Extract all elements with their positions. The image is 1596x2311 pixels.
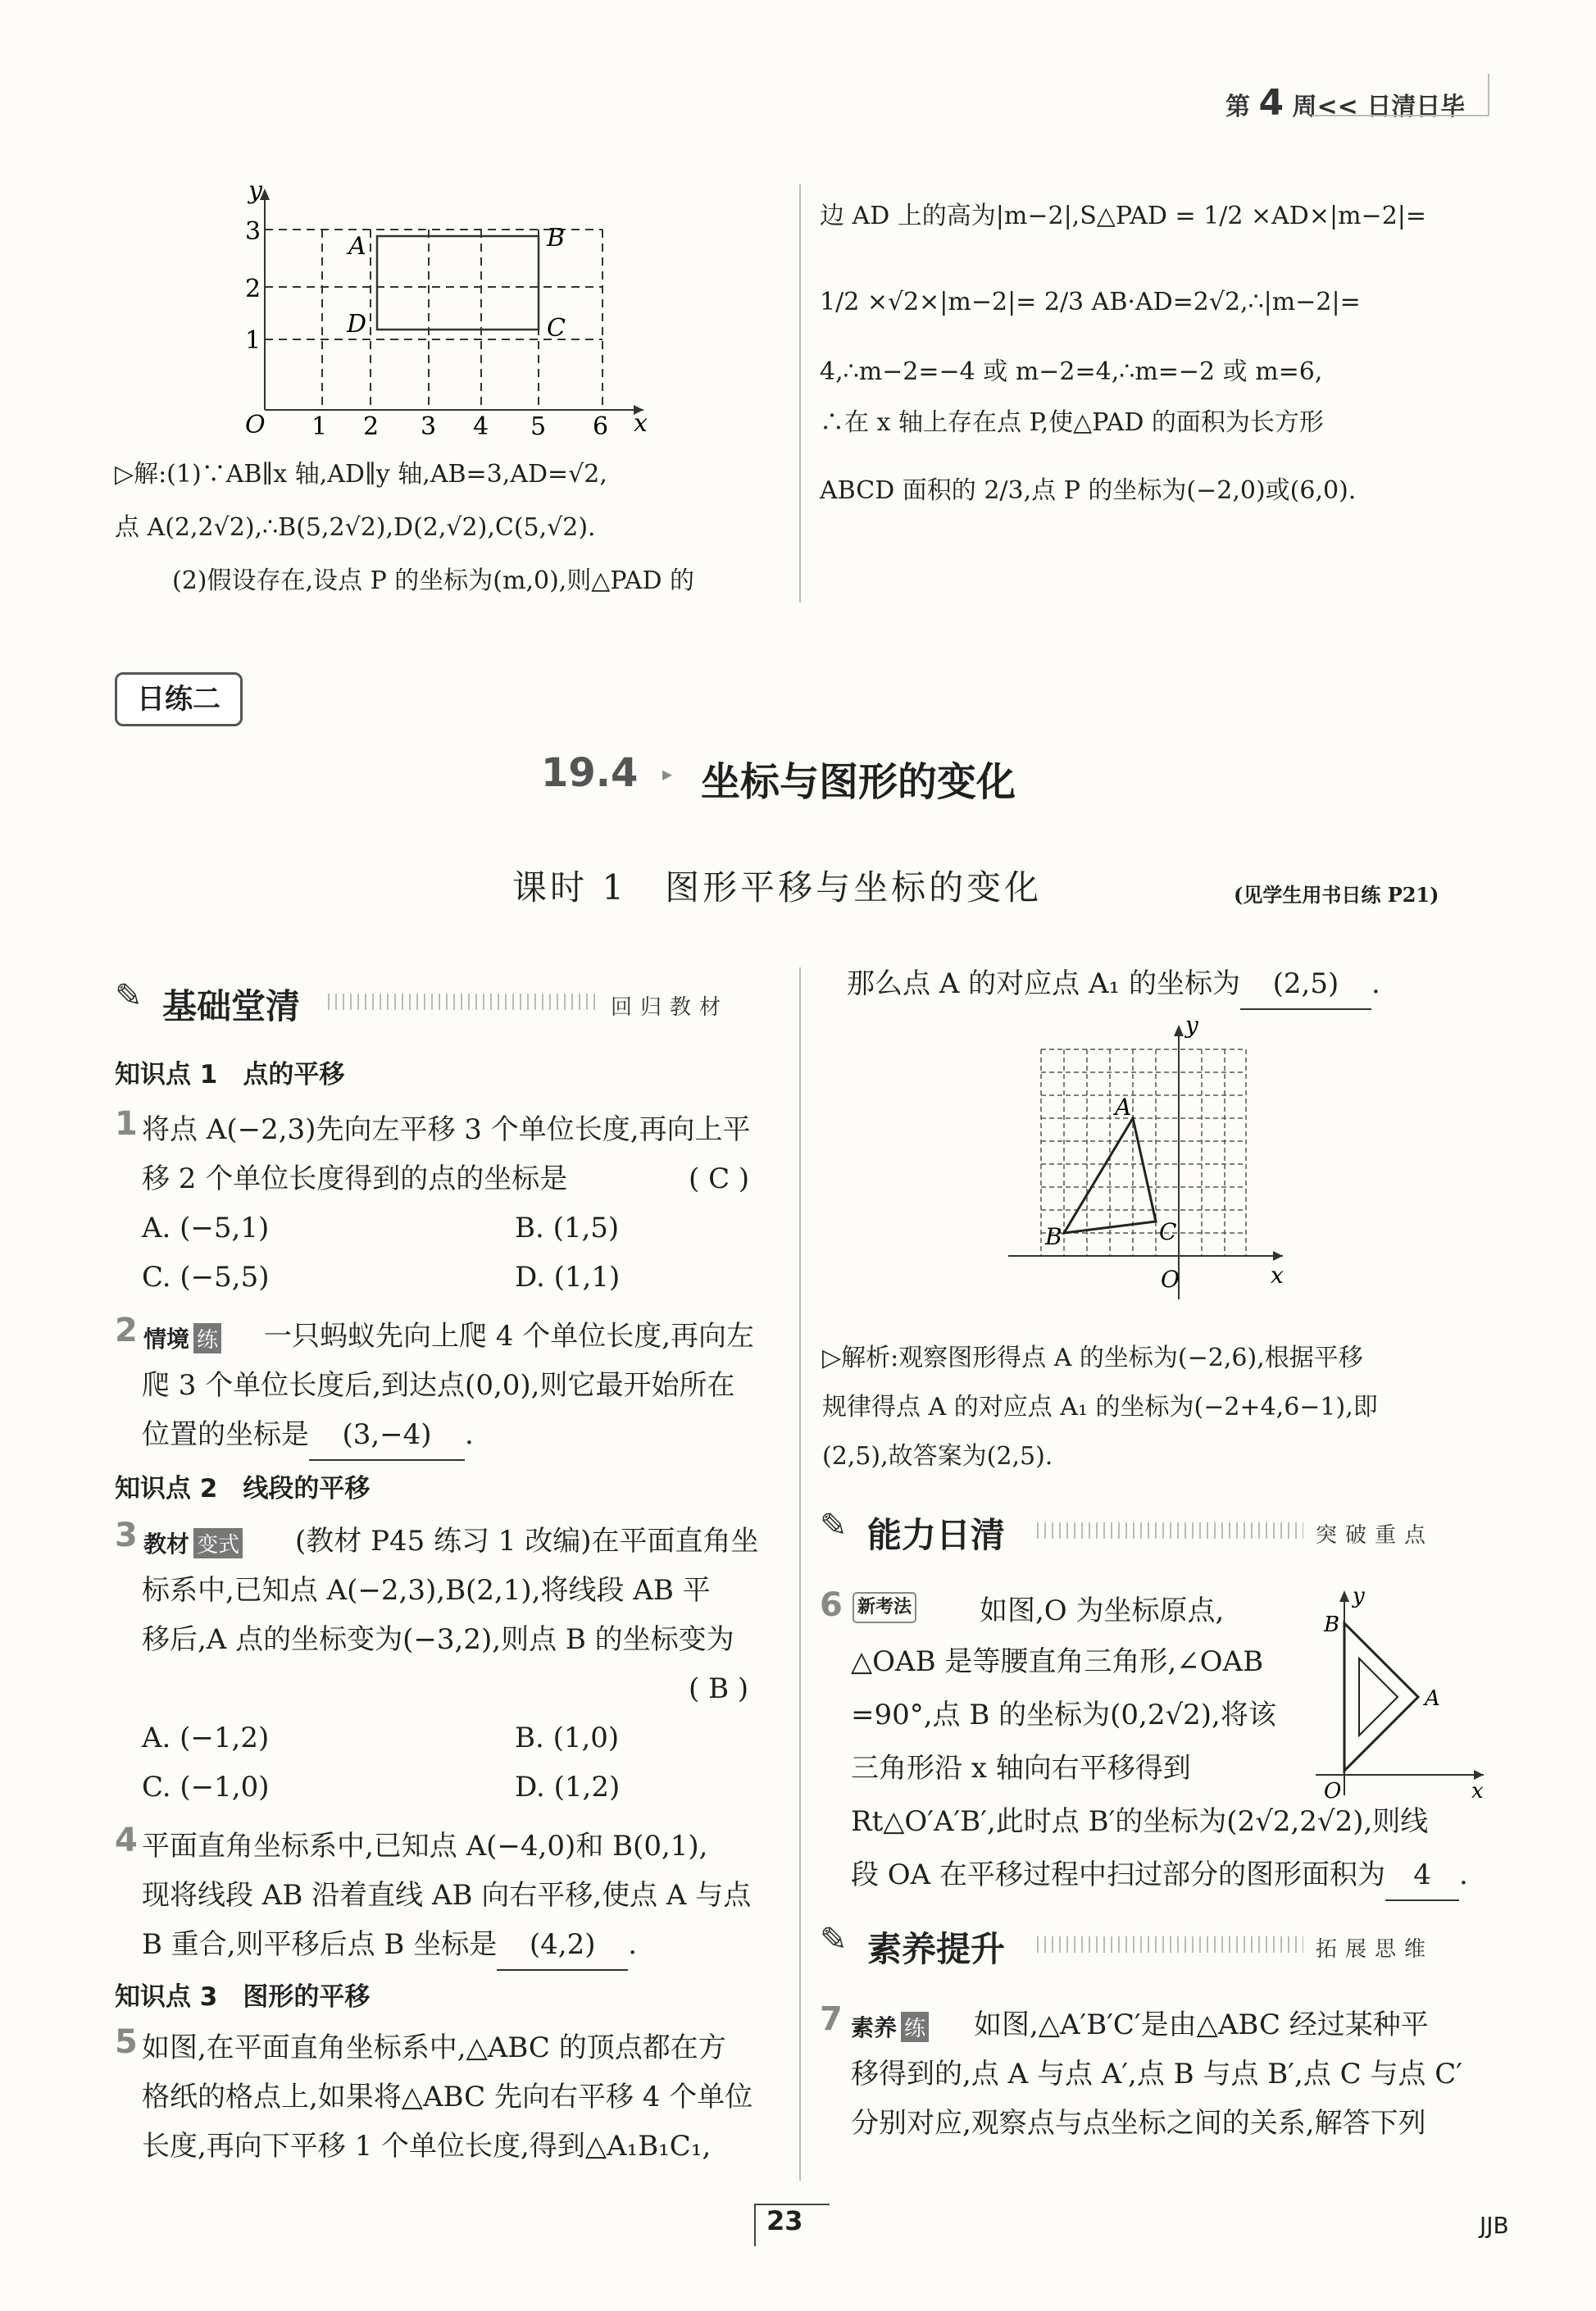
q1-answer: ( C ): [689, 1162, 750, 1195]
grid-point-c: C: [1159, 1218, 1177, 1245]
grid-x-label: x: [1271, 1262, 1284, 1289]
grid-y-label: y: [1185, 1017, 1198, 1039]
solution-right-line-3: 4,∴m−2=−4 或 m−2=4,∴m=−2 或 m=6,: [820, 357, 1323, 386]
solution-right-line-1: 边 AD 上的高为|m−2|,S△PAD = 1/2 ×AD×|m−2|=: [820, 202, 1427, 230]
isosceles-triangle-graph: [1312, 1586, 1492, 1808]
q3-tag-box: 变式: [193, 1528, 243, 1558]
q3-option-a: A. (−1,2): [142, 1722, 270, 1754]
q7-tag: [851, 2010, 929, 2043]
solution-line-3: (2)假设存在,设点 P 的坐标为(m,0),则△PAD 的: [172, 566, 695, 595]
q3-line-2: 标系中,已知点 A(−2,3),B(2,1),将线段 AB 平: [142, 1574, 711, 1607]
q6-line-1: 如图,O 为坐标原点,: [980, 1594, 1225, 1627]
tri-x-label: x: [1471, 1779, 1484, 1804]
x-tick: 2: [363, 412, 380, 441]
q5-line-3: 长度,再向下平移 1 个单位长度,得到△A₁B₁C₁,: [142, 2130, 712, 2163]
q3-tag: [143, 1526, 243, 1559]
header-week-number: 4: [1258, 82, 1285, 124]
q5-line-2: 格纸的格点上,如果将△ABC 先向右平移 4 个单位: [142, 2081, 753, 2113]
header-bracket: [1312, 74, 1489, 116]
y-tick: 3: [245, 217, 261, 246]
graph-point-a: A: [348, 232, 366, 261]
pen-icon: ✎: [115, 977, 143, 1015]
q6-tag: 新考法: [853, 1592, 916, 1623]
q2-line-1: 一只蚂蚁先向上爬 4 个单位长度,再向左: [264, 1320, 755, 1353]
graph-point-c: C: [547, 314, 566, 343]
lesson-title: 课时 1 图形平移与坐标的变化: [512, 867, 1043, 908]
tri-point-a: A: [1425, 1686, 1440, 1711]
q6-answer: 4: [1385, 1850, 1459, 1901]
tri-point-b: B: [1324, 1613, 1340, 1637]
q3-option-b: B. (1,0): [515, 1722, 620, 1754]
chapter-number: 19.4: [541, 750, 639, 796]
graph-point-d: D: [347, 310, 367, 339]
chapter-title: 坐标与图形的变化: [701, 759, 1016, 805]
series-code: JJB: [1480, 2212, 1509, 2239]
question-number: 6: [820, 1586, 843, 1624]
top-column-divider: [799, 184, 801, 603]
q7-tag-label: 素养: [851, 2014, 898, 2041]
triangle-grid-graph: [1000, 1017, 1312, 1328]
q7-line-3: 分别对应,观察点与点坐标之间的关系,解答下列: [851, 2107, 1426, 2140]
q6-line-5: Rt△O′A′B′,此时点 B′的坐标为(2√2,2√2),则线: [851, 1805, 1429, 1838]
main-column-divider: [799, 967, 801, 2181]
header-brand: 日清日毕: [1366, 93, 1466, 121]
x-tick: 5: [530, 412, 547, 441]
q1-line-1: 将点 A(−2,3)先向左平移 3 个单位长度,再向上平: [142, 1113, 751, 1146]
graph-origin-label: O: [245, 411, 266, 439]
q5-analysis-3: (2,5),故答案为(2,5).: [822, 1442, 1053, 1471]
q4-line-1: 平面直角坐标系中,已知点 A(−4,0)和 B(0,1),: [142, 1830, 708, 1863]
knowledge-point-2: 知识点 2 线段的平移: [115, 1474, 371, 1504]
q5-analysis-2: 规律得点 A 的对应点 A₁ 的坐标为(−2+4,6−1),即: [822, 1393, 1378, 1422]
solution-right-line-2: 1/2 ×√2×|m−2|= 2/3 AB·AD=2√2,∴|m−2|=: [820, 288, 1361, 316]
q2-line-3: [142, 1410, 474, 1461]
q6-line-3: =90°,点 B 的坐标为(0,2√2),将该: [851, 1699, 1276, 1731]
question-number: 5: [115, 2023, 138, 2061]
solution-line-1: ▷解:(1)∵AB∥x 轴,AD∥y 轴,AB=3,AD=√2,: [115, 460, 607, 489]
q1-line-2: 移 2 个单位长度得到的点的坐标是: [142, 1162, 568, 1195]
q3-option-c: C. (−1,0): [142, 1771, 270, 1804]
rectangle-graph: [242, 180, 668, 443]
graph-x-label: x: [634, 409, 648, 438]
section-ability-subtitle: 突破重点: [1316, 1523, 1435, 1548]
solution-line-2: 点 A(2,2√2),∴B(5,2√2),D(2,√2),C(5,√2).: [115, 513, 596, 542]
solution-right-line-5: ABCD 面积的 2/3,点 P 的坐标为(−2,0)或(6,0).: [820, 476, 1357, 505]
workbook-reference: (见学生用书日练 P21): [1234, 883, 1439, 907]
q3-tag-label: 教材: [143, 1531, 190, 1558]
y-tick: 1: [245, 326, 261, 355]
knowledge-point-3: 知识点 3 图形的平移: [115, 1982, 371, 2012]
q2-answer: (3,−4): [309, 1410, 465, 1461]
q1-option-b: B. (1,5): [515, 1212, 620, 1244]
question-number: 3: [115, 1517, 138, 1554]
q4-line-3-end: .: [628, 1928, 638, 1961]
pen-icon: ✎: [820, 1507, 848, 1544]
q6-line-6: [851, 1850, 1468, 1901]
section-literacy-title: 素养提升: [867, 1929, 1006, 1969]
q7-tag-box: 练: [901, 2012, 929, 2042]
section-ability-title: 能力日清: [867, 1515, 1006, 1555]
q3-option-d: D. (1,2): [515, 1771, 621, 1804]
q4-answer: (4,2): [497, 1920, 628, 1971]
q6-line-4: 三角形沿 x 轴向右平移得到: [851, 1752, 1191, 1785]
graph-point-b: B: [547, 224, 566, 252]
x-tick: 6: [593, 412, 609, 441]
y-tick: 2: [245, 275, 261, 303]
q2-tag-box: 练: [193, 1323, 221, 1353]
header-zhou: 周<<: [1292, 93, 1358, 121]
section-basic-title: 基础堂清: [162, 986, 301, 1026]
q3-line-1: (教材 P45 练习 1 改编)在平面直角坐: [295, 1525, 759, 1558]
section-decoration: [328, 994, 598, 1010]
section-basic-subtitle: 回归教材: [611, 995, 730, 1020]
q7-line-2: 移得到的,点 A 与点 A′,点 B 与点 B′,点 C 与点 C′: [851, 2058, 1462, 2090]
x-tick: 3: [421, 412, 437, 441]
q6-line-6-text: 段 OA 在平移过程中扫过部分的图形面积为: [851, 1858, 1386, 1891]
q5-analysis-1: ▷解析:观察图形得点 A 的坐标为(−2,6),根据平移: [822, 1344, 1363, 1372]
q1-option-c: C. (−5,5): [142, 1261, 270, 1294]
question-number: 1: [115, 1105, 138, 1143]
tri-y-label: y: [1353, 1586, 1365, 1608]
q5-line-4-text: 那么点 A 的对应点 A₁ 的坐标为: [847, 967, 1240, 1000]
knowledge-point-1: 知识点 1 点的平移: [115, 1060, 345, 1090]
q2-tag: [143, 1322, 221, 1354]
grid-point-b: B: [1045, 1223, 1062, 1250]
q5-answer: (2,5): [1240, 959, 1371, 1010]
grid-origin: O: [1161, 1266, 1180, 1293]
q4-line-2: 现将线段 AB 沿着直线 AB 向右平移,使点 A 与点: [142, 1879, 752, 1912]
q4-line-3-text: B 重合,则平移后点 B 坐标是: [142, 1928, 498, 1961]
x-tick: 4: [473, 412, 489, 441]
q7-line-1: 如图,△A′B′C′是由△ABC 经过某种平: [974, 2008, 1429, 2041]
section-decoration: [1037, 1936, 1303, 1953]
daily-practice-label: 日练二: [115, 672, 243, 726]
page-number-bracket-left: [754, 2204, 830, 2246]
q5-line-4-end: .: [1371, 967, 1380, 1000]
section-literacy-subtitle: 拓展思维: [1316, 1937, 1435, 1962]
solution-right-line-4: ∴在 x 轴上存在点 P,使△PAD 的面积为长方形: [820, 408, 1324, 437]
q5-line-4: [847, 959, 1380, 1010]
q1-option-a: A. (−5,1): [142, 1212, 270, 1244]
q2-line-2: 爬 3 个单位长度后,到达点(0,0),则它最开始所在: [142, 1369, 735, 1402]
tri-origin: O: [1324, 1779, 1342, 1804]
q2-line-3-text: 位置的坐标是: [142, 1418, 309, 1451]
q6-line-6-end: .: [1459, 1858, 1468, 1891]
q1-option-d: D. (1,1): [515, 1261, 621, 1294]
page-number: 23: [766, 2205, 803, 2236]
question-number: 2: [115, 1312, 138, 1349]
q3-answer: ( B ): [689, 1672, 749, 1705]
q2-tag-label: 情境: [143, 1326, 190, 1353]
grid-point-a: A: [1115, 1094, 1132, 1121]
section-decoration: [1037, 1522, 1303, 1539]
q4-line-3: [142, 1920, 637, 1971]
x-tick: 1: [311, 412, 328, 441]
q6-line-2: △OAB 是等腰直角三角形,∠OAB: [851, 1645, 1264, 1678]
q3-line-3: 移后,A 点的坐标变为(−3,2),则点 B 的坐标变为: [142, 1623, 734, 1656]
question-number: 7: [820, 2000, 843, 2038]
q2-line-3-end: .: [465, 1418, 474, 1451]
question-number: 4: [115, 1822, 138, 1859]
q5-line-1: 如图,在平面直角坐标系中,△ABC 的顶点都在方: [142, 2031, 726, 2064]
chapter-arrow-icon: ▸: [662, 762, 673, 785]
header-di: 第: [1225, 93, 1250, 121]
pen-icon: ✎: [820, 1921, 848, 1958]
graph-y-label: y: [248, 180, 262, 205]
